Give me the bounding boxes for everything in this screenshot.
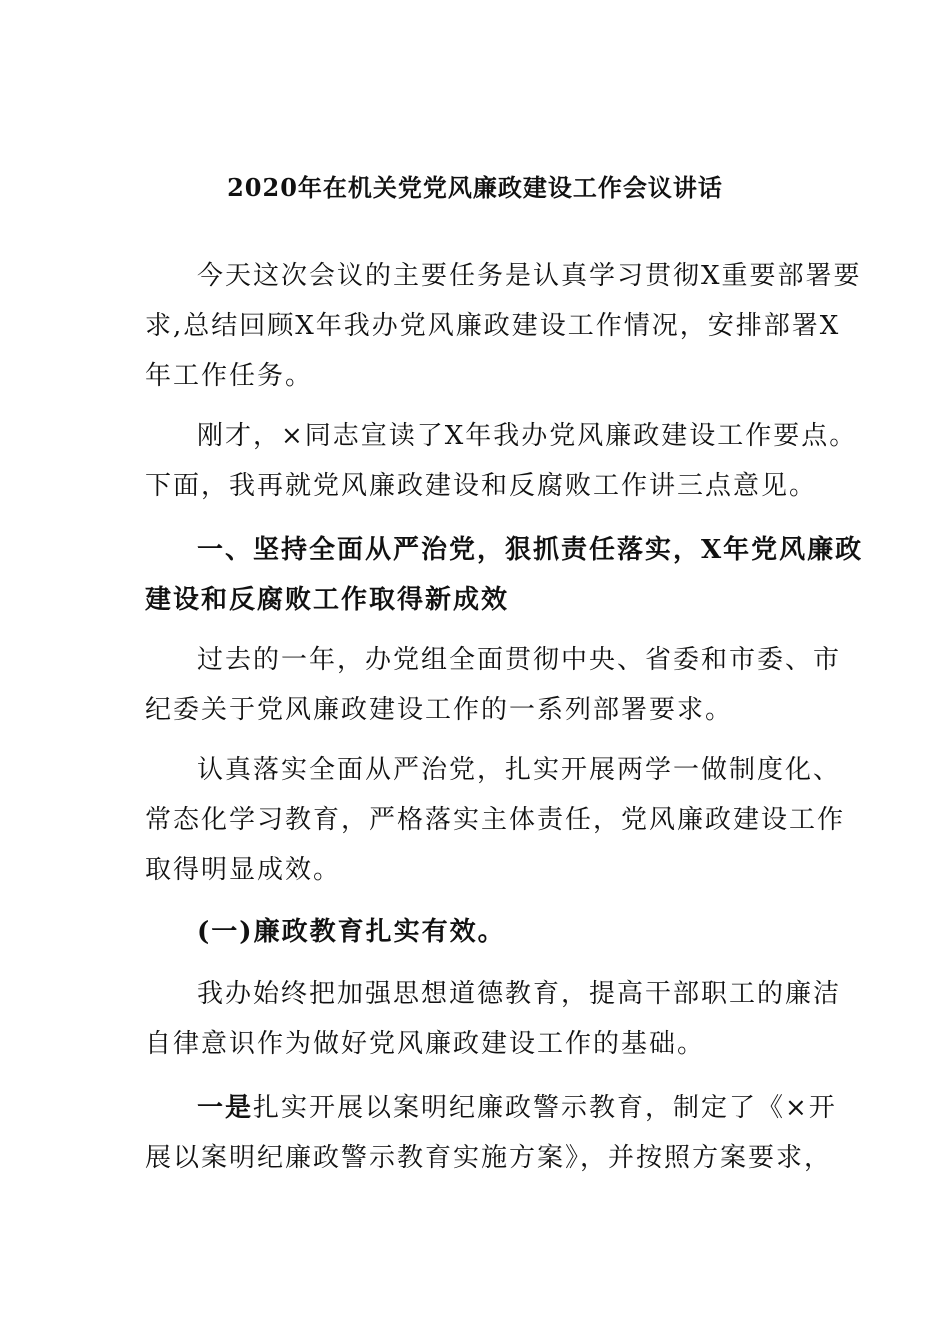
subsection-heading: (一)廉政教育扎实有效。 — [197, 917, 506, 947]
paragraph-line: 取得明显成效。 — [145, 855, 342, 885]
paragraph-line: 常态化学习教育，严格落实主体责任，党风廉政建设工作 — [145, 805, 846, 835]
paragraph-line: 今天这次会议的主要任务是认真学习贯彻X重要部署要 — [197, 261, 862, 291]
section-heading: 建设和反腐败工作取得新成效 — [145, 585, 510, 615]
paragraph-line: 展以案明纪廉政警示教育实施方案》，并按照方案要求， — [145, 1143, 833, 1173]
paragraph-line: 自律意识作为做好党风廉政建设工作的基础。 — [145, 1029, 706, 1059]
paragraph-line: 下面，我再就党风廉政建设和反腐败工作讲三点意见。 — [145, 471, 818, 501]
lead-bold-text: 一是 — [197, 1093, 254, 1123]
paragraph-line: 求,总结回顾X年我办党风廉政建设工作情况，安排部署X — [145, 311, 841, 341]
paragraph-line: 我办始终把加强思想道德教育，提高干部职工的廉洁 — [197, 979, 842, 1009]
paragraph-line: 认真落实全面从严治党，扎实开展两学一做制度化、 — [197, 755, 842, 785]
document-title: 2020年在机关党党风廉政建设工作会议讲话 — [227, 173, 723, 202]
paragraph-line-text: 扎实开展以案明纪廉政警示教育，制定了《×开 — [253, 1093, 837, 1123]
paragraph-line — [197, 1090, 877, 1126]
paragraph-line: 过去的一年，办党组全面贯彻中央、省委和市委、市 — [197, 645, 842, 675]
paragraph-line: 年工作任务。 — [145, 361, 314, 391]
section-heading: 一、坚持全面从严治党，狠抓责任落实，X年党风廉政 — [197, 535, 864, 565]
paragraph-line: 刚才，×同志宣读了X年我办党风廉政建设工作要点。 — [197, 421, 858, 451]
paragraph-line: 纪委关于党风廉政建设工作的一系列部署要求。 — [145, 695, 734, 725]
